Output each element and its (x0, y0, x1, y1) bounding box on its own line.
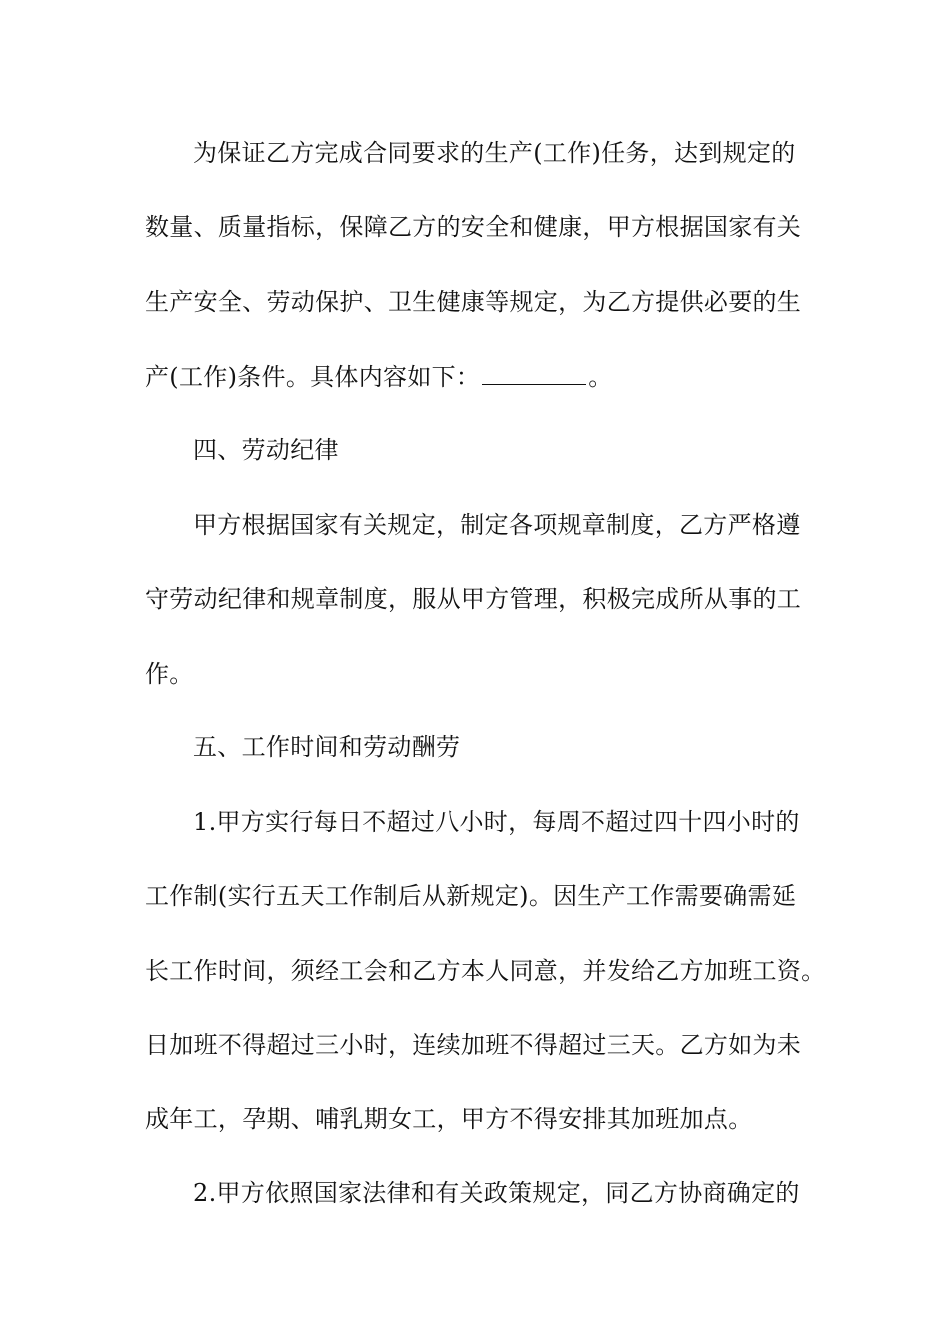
paragraph-text: 产(工作)条件。具体内容如下： (145, 363, 481, 391)
paragraph-line: 为保证乙方完成合同要求的生产(工作)任务，达到规定的 (193, 139, 796, 167)
paragraph-line: 守劳动纪律和规章制度，服从甲方管理，积极完成所从事的工 (145, 585, 802, 613)
paragraph-line: 生产安全、劳动保护、卫生健康等规定，为乙方提供必要的生 (145, 288, 802, 316)
paragraph-line: 2.甲方依照国家法律和有关政策规定，同乙方协商确定的 (193, 1179, 800, 1207)
paragraph-line: 甲方根据国家有关规定，制定各项规章制度，乙方严格遵 (193, 511, 801, 539)
paragraph-line-with-blank (145, 360, 613, 394)
fill-in-blank[interactable] (482, 362, 586, 385)
paragraph-line: 成年工，孕期、哺乳期女工，甲方不得安排其加班加点。 (145, 1105, 753, 1133)
section-heading: 五、工作时间和劳动酬劳 (193, 733, 461, 761)
paragraph-line: 工作制(实行五天工作制后从新规定)。因生产工作需要确需延 (145, 882, 797, 910)
paragraph-line: 作。 (145, 660, 194, 688)
paragraph-line: 1.甲方实行每日不超过八小时，每周不超过四十四小时的 (193, 808, 800, 836)
section-heading: 四、劳动纪律 (193, 436, 339, 464)
paragraph-text: 。 (588, 363, 613, 391)
paragraph-line: 长工作时间，须经工会和乙方本人同意，并发给乙方加班工资。 (145, 957, 826, 985)
paragraph-line: 数量、质量指标，保障乙方的安全和健康，甲方根据国家有关 (145, 213, 802, 241)
paragraph-line: 日加班不得超过三小时，连续加班不得超过三天。乙方如为未 (145, 1031, 802, 1059)
